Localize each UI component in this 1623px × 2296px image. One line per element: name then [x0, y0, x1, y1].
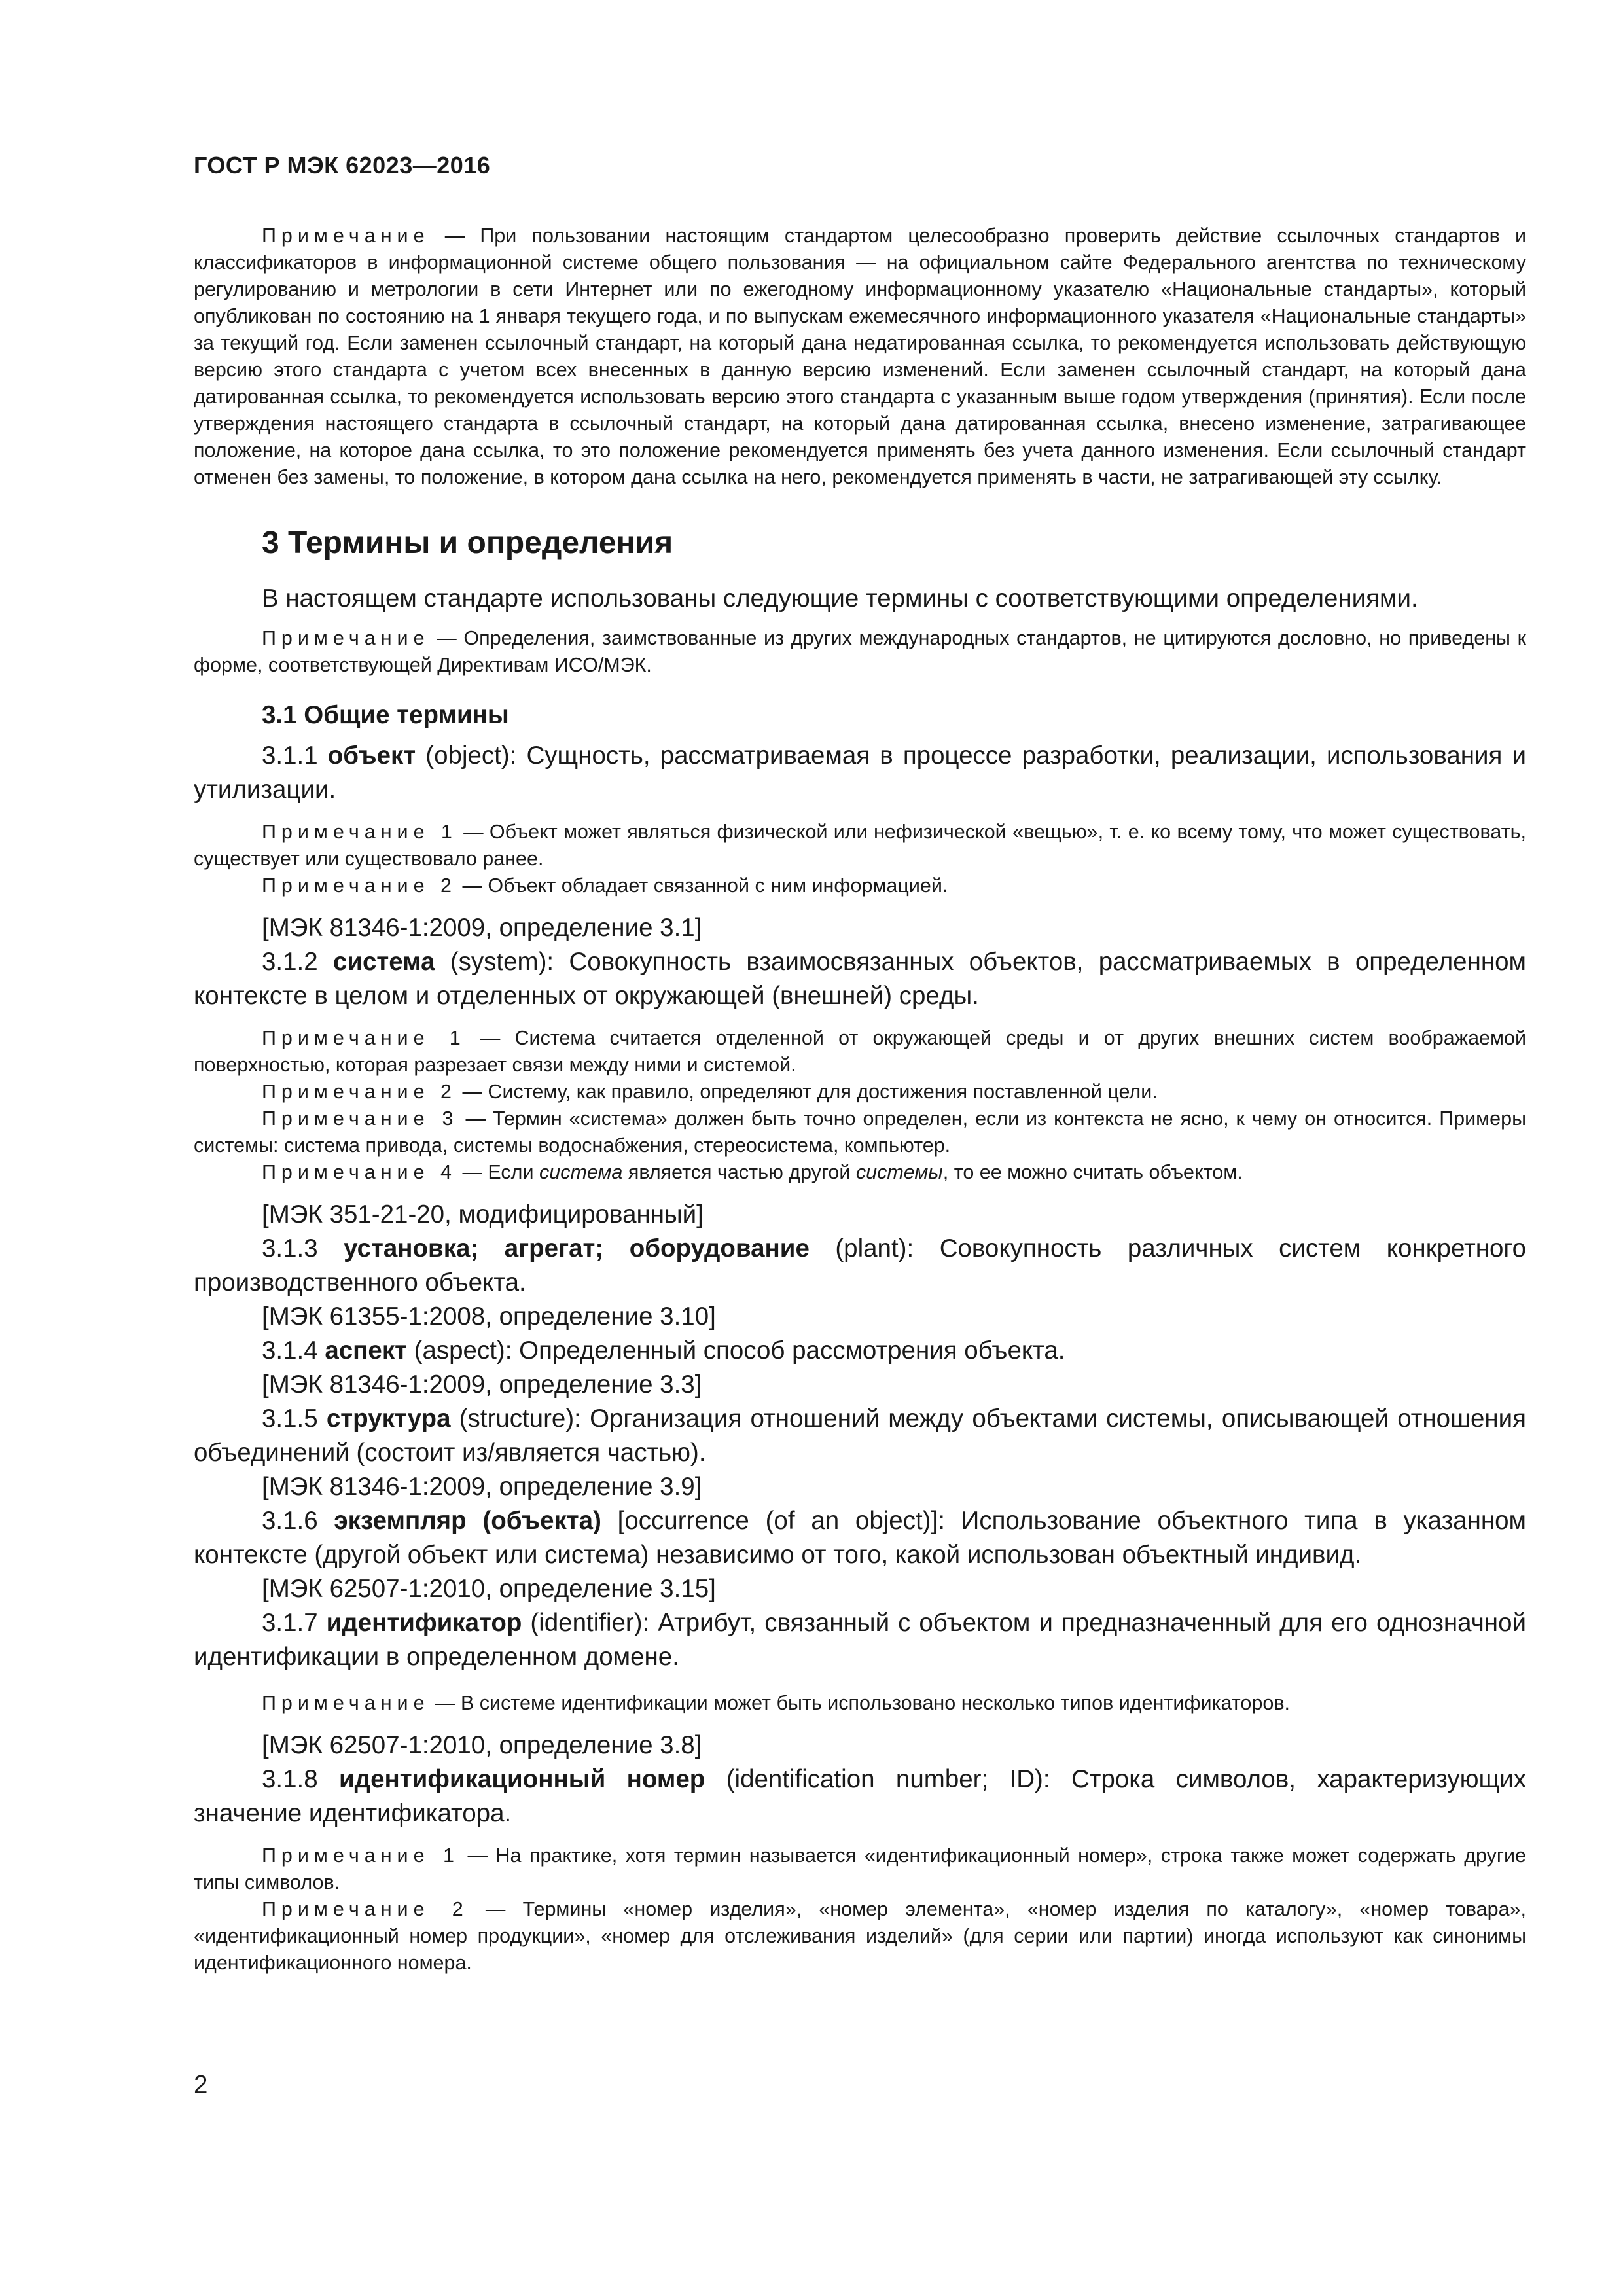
term-english: [occurrence (of an object)]: [601, 1507, 938, 1535]
note-text: — Система считается отделенной от окружающей среды и от других внешних систем воображаемой поверхностью, которая разрезает связи между ними и системой.: [194, 1027, 1526, 1076]
term-definition: : Сущность, рассматриваемая в процессе разработки, реализации, использования и утилизации.: [194, 742, 1527, 804]
term-name: система: [332, 948, 435, 976]
term-english: (system): [435, 948, 547, 976]
note-label: Примечание: [262, 1692, 430, 1714]
intro-note-text: — При пользовании настоящим стандартом целесообразно проверить действие ссылочных стандартов и классификаторов в информационной системе общего пользования — на официальном сайте Федерального агентства по техническому регулированию и метрологии в сети Интернет или по ежегодному информационному указателю «Национальные стандарты», который опубликован по состоянию на 1 января текущего года, и по выпускам ежемесячного информационного указателя «Национальные стандарты» за текущий год. Если заменен ссылочный стандарт, на который дана недатированная ссылка, то рекомендуется использовать действующую версию этого стандарта с учетом всех внесенных в данную версию изменений. Если заменен ссылочный стандарт, на который дана датированная ссылка, то рекомендуется использовать версию этого стандарта с указанным выше годом утверждения (принятия). Если после утверждения настоящего стандарта в ссылочный стандарт, на который дана датированная ссылка, внесено изменение, затрагивающее положение, на которое дана ссылка, то это положение рекомендуется применять без учета данного изменения. Если ссылочный стандарт отменен без замены, то положение, в котором дана ссылка на него, рекомендуется применять в части, не затрагивающей эту ссылку.: [194, 224, 1526, 488]
term-3-1-6-source: [МЭК 62507-1:2010, определение 3.15]: [262, 1575, 716, 1603]
term-number: 3.1.6: [262, 1507, 334, 1535]
term-english: (object): [416, 742, 510, 770]
section-3-title: 3 Термины и определения: [262, 526, 673, 560]
term-3-1-8: [194, 1763, 1526, 1831]
term-definition: : Использование объектного типа в указанном контексте (другой объект или система) независимо от того, какой использован объектный индивид.: [194, 1507, 1526, 1569]
note-label: Примечание 1: [262, 1844, 459, 1867]
note-text-e: , то ее можно считать объектом.: [942, 1161, 1243, 1183]
term-number: 3.1.1: [262, 742, 328, 770]
note-text-b: система: [539, 1161, 623, 1183]
term-number: 3.1.7: [262, 1609, 327, 1637]
term-3-1-8-note-1: [194, 1842, 1526, 1896]
note-label: Примечание: [262, 224, 430, 247]
note-label: Примечание 2: [262, 874, 457, 897]
section-3-note-text: — Определения, заимствованные из других международных стандартов, не цитируются дословно, но приведены к форме, соответствующей Директивам ИСО/МЭК.: [194, 627, 1526, 676]
term-3-1-2-note-2: [194, 1079, 1526, 1105]
term-3-1-2-note-4: [194, 1159, 1526, 1186]
term-3-1-7: [194, 1606, 1526, 1674]
term-3-1-1-note-1: [194, 819, 1526, 872]
term-definition: : Атрибут, связанный с объектом и предназначенный для его однозначной идентификации в определенном домене.: [194, 1609, 1526, 1671]
term-3-1-4-source: [МЭК 81346-1:2009, определение 3.3]: [262, 1371, 702, 1399]
term-definition: : Определенный способ рассмотрения объекта.: [505, 1336, 1065, 1365]
term-name: аспект: [325, 1336, 407, 1365]
note-label: Примечание 2: [262, 1081, 457, 1103]
term-english: (identifier): [522, 1609, 643, 1637]
term-name: экземпляр (объекта): [334, 1507, 601, 1535]
term-name: идентификатор: [326, 1609, 522, 1637]
note-text-a: — Если: [456, 1161, 539, 1183]
note-text: — Термины «номер изделия», «номер элемента», «номер изделия по каталогу», «номер товара», «идентификационный номер продукции», «номер для отслеживания изделий» (для серии или партии) иногда используют как синонимы идентификационного номера.: [194, 1898, 1526, 1974]
page-number: 2: [194, 2071, 208, 2099]
note-label: Примечание 3: [262, 1107, 459, 1130]
term-3-1-3-source: [МЭК 61355-1:2008, определение 3.10]: [262, 1302, 716, 1331]
term-3-1-3: [194, 1232, 1526, 1300]
term-3-1-1-note-2: [194, 872, 1526, 899]
term-definition: : Строка символов, характеризующих значение идентификатора.: [194, 1765, 1526, 1827]
term-number: 3.1.3: [262, 1234, 344, 1263]
term-number: 3.1.8: [262, 1765, 340, 1793]
note-label: Примечание: [262, 627, 430, 649]
note-text: — Объект может являться физической или нефизической «вещью», т. е. ко всему тому, что может существовать, существует или существовало ранее.: [194, 821, 1526, 870]
document-header: ГОСТ Р МЭК 62023—2016: [194, 152, 491, 179]
term-3-1-2-note-3: [194, 1105, 1526, 1159]
note-text: — Объект обладает связанной с ним информацией.: [456, 874, 948, 897]
term-3-1-2: [194, 945, 1526, 1013]
section-3-intro: В настоящем стандарте использованы следующие термины с соответствующими определениями.: [262, 584, 1418, 613]
note-text-c: является частью другой: [622, 1161, 856, 1183]
term-3-1-7-source: [МЭК 62507-1:2010, определение 3.8]: [262, 1731, 702, 1759]
term-3-1-1-source: [МЭК 81346-1:2009, определение 3.1]: [262, 914, 702, 942]
term-definition: : Совокупность взаимосвязанных объектов, рассматриваемых в определенном контексте в целом и отделенных от окружающей (внешней) среды.: [194, 948, 1526, 1010]
subsection-3-1-title: 3.1 Общие термины: [262, 701, 509, 729]
term-3-1-6: [194, 1504, 1526, 1572]
note-text: — В системе идентификации может быть использовано несколько типов идентификаторов.: [429, 1692, 1290, 1714]
term-name: объект: [327, 742, 416, 770]
term-definition: : Совокупность различных систем конкретного производственного объекта.: [194, 1234, 1527, 1297]
term-english: (identification number; ID): [705, 1765, 1043, 1793]
term-english: (plant): [809, 1234, 907, 1263]
document-content: [194, 223, 1526, 1977]
note-label: Примечание 2: [262, 1898, 469, 1920]
term-name: структура: [326, 1405, 451, 1433]
term-3-1-7-note: [194, 1690, 1526, 1717]
note-label: Примечание 4: [262, 1161, 457, 1183]
note-label: Примечание 1: [262, 1027, 466, 1049]
term-3-1-2-source: [МЭК 351-21-20, модифицированный]: [262, 1200, 704, 1229]
term-3-1-5: [194, 1402, 1526, 1470]
note-text: — Термин «система» должен быть точно определен, если из контекста не ясно, к чему он относится. Примеры системы: система привода, системы водоснабжения, стереосистема, компьютер.: [194, 1107, 1526, 1157]
term-3-1-5-source: [МЭК 81346-1:2009, определение 3.9]: [262, 1473, 702, 1501]
note-text-d: системы: [855, 1161, 943, 1183]
term-number: 3.1.2: [262, 948, 333, 976]
term-english: (aspect): [406, 1336, 505, 1365]
note-label: Примечание 1: [262, 821, 457, 843]
term-number: 3.1.4: [262, 1336, 325, 1365]
term-3-1-4: [194, 1334, 1526, 1368]
term-name: идентификационный номер: [339, 1765, 705, 1793]
term-name: установка; агрегат; оборудование: [344, 1234, 810, 1263]
term-english: (structure): [450, 1405, 575, 1433]
note-text: — На практике, хотя термин называется «идентификационный номер», строка также может содержать другие типы символов.: [194, 1844, 1526, 1893]
term-3-1-1: [194, 739, 1526, 807]
section-3-note: [194, 625, 1526, 679]
term-definition: : Организация отношений между объектами системы, описывающей отношения объединений (состоит из/является частью).: [194, 1405, 1527, 1467]
term-3-1-2-note-1: [194, 1025, 1526, 1079]
intro-note: [194, 223, 1526, 491]
term-number: 3.1.5: [262, 1405, 327, 1433]
term-3-1-8-note-2: [194, 1896, 1526, 1977]
note-text: — Систему, как правило, определяют для достижения поставленной цели.: [456, 1081, 1158, 1103]
